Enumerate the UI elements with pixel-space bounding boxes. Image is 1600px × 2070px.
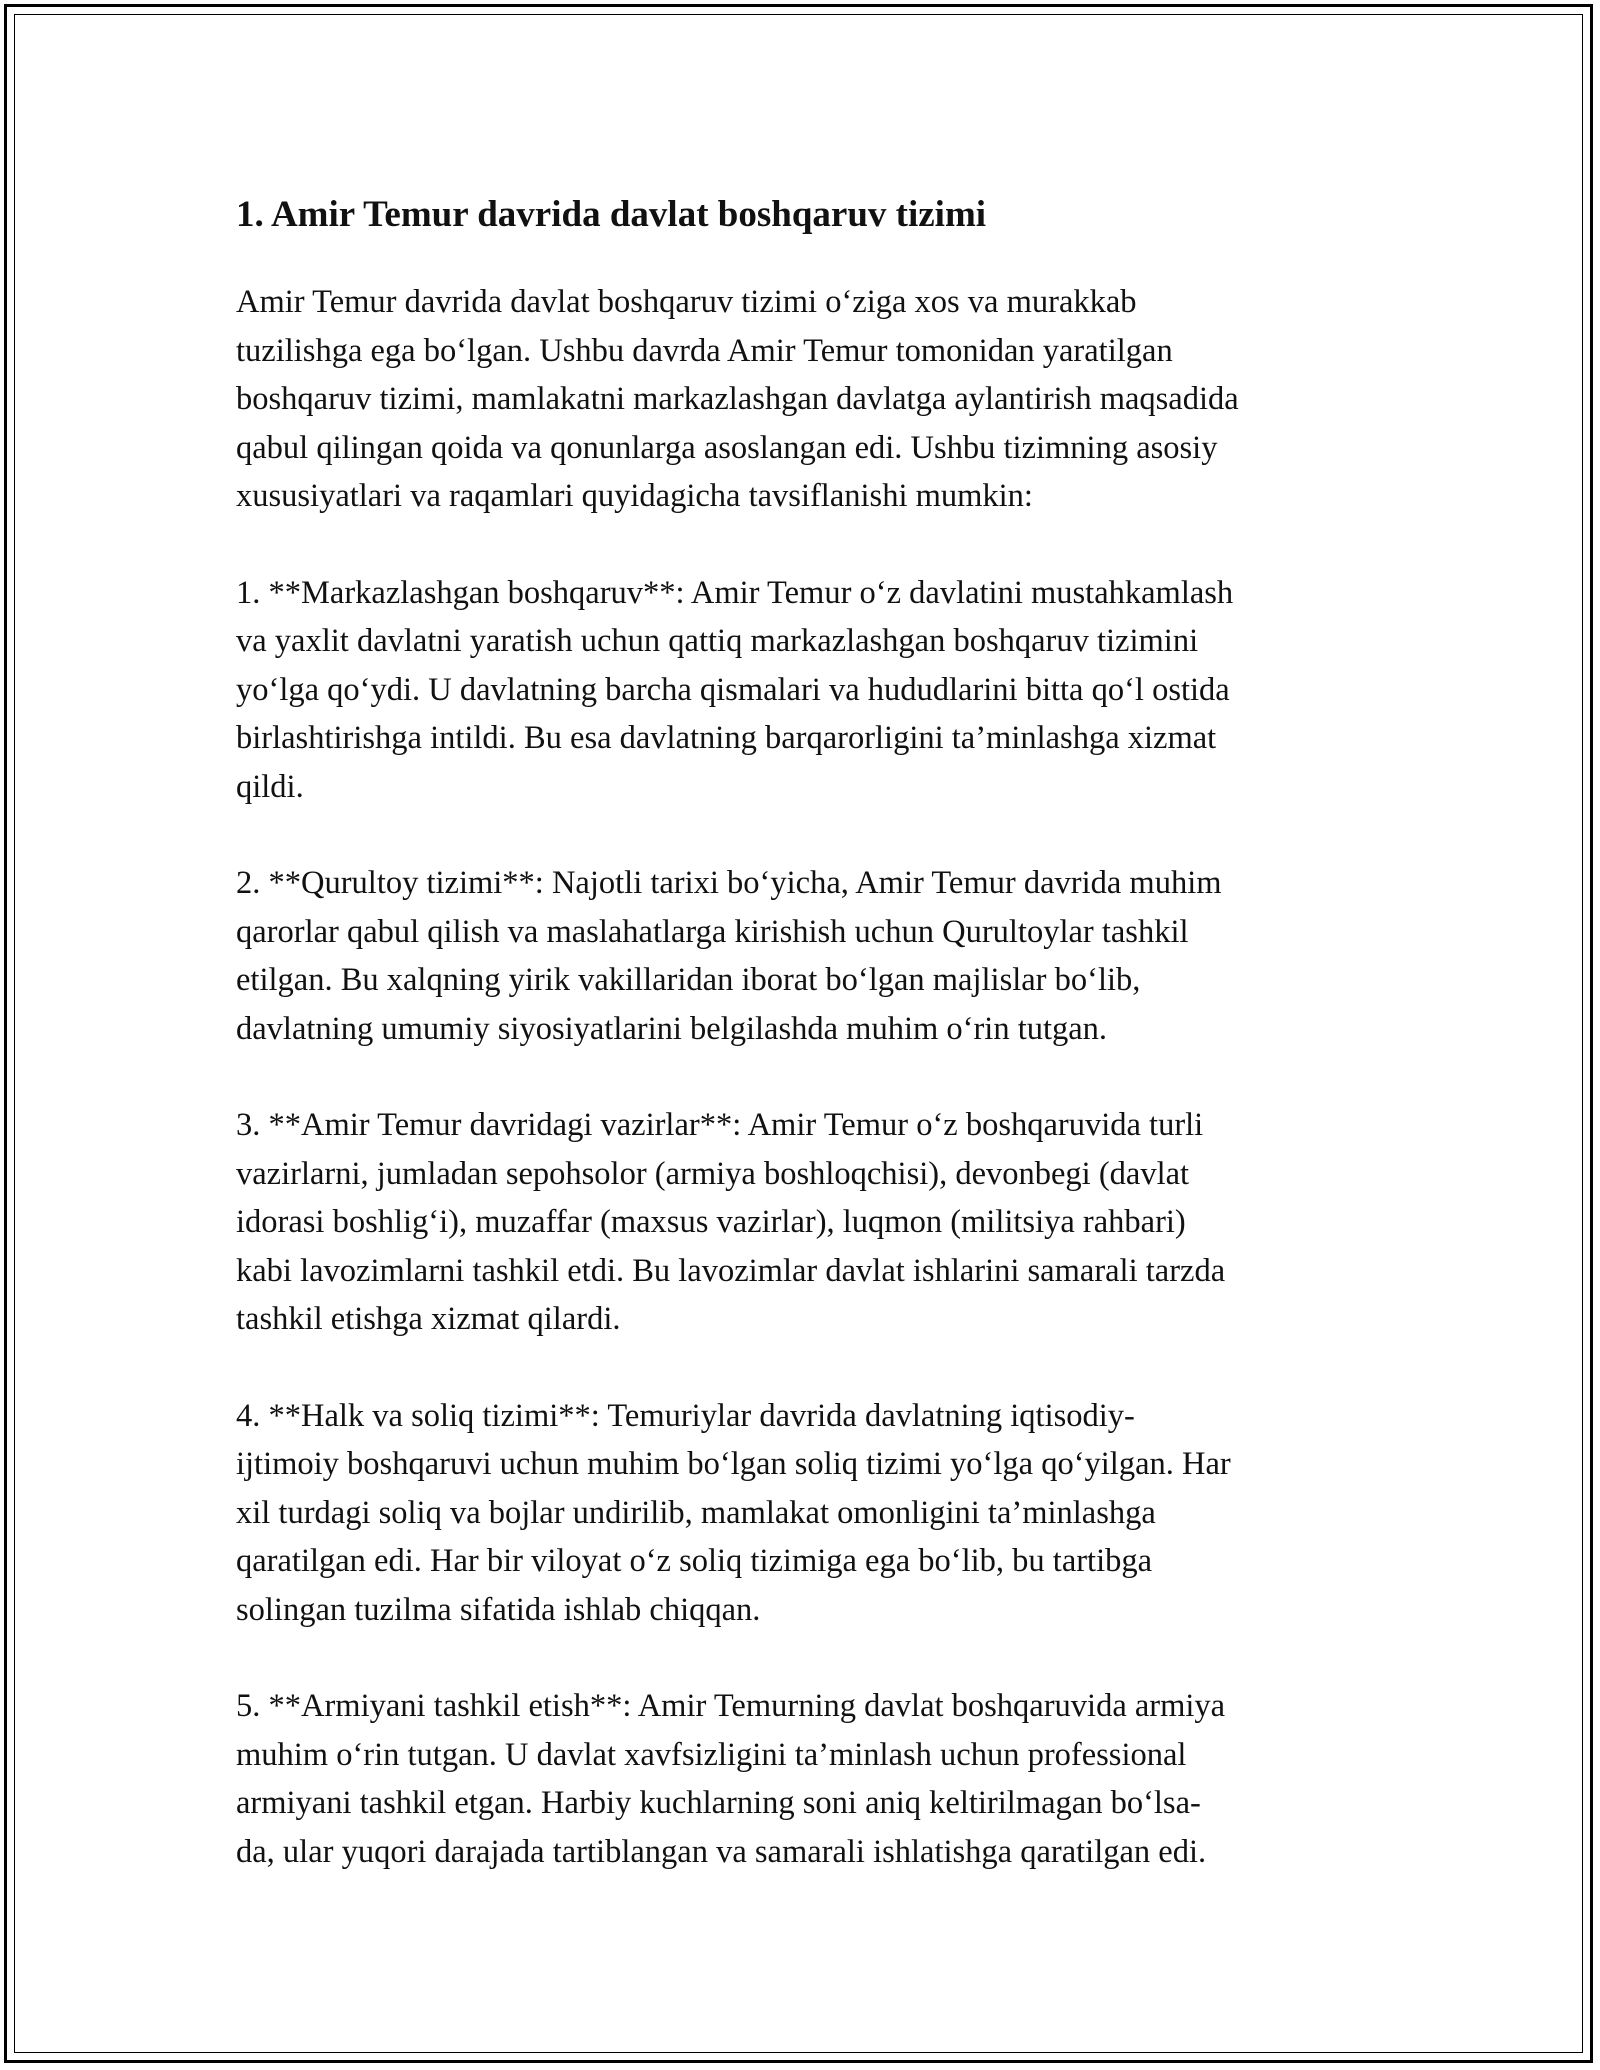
text-line: Amir Temur davrida davlat boshqaruv tizimi o‘ziga xos va murakkab (236, 284, 1137, 320)
text-line: kabi lavozimlarni tashkil etdi. Bu lavozimlar davlat ishlarini samarali tarzda (236, 1252, 1226, 1289)
text-line: yo‘lga qo‘ydi. U davlatning barcha qismalari va hududlarini bitta qo‘l ostida (236, 671, 1230, 708)
text-line: tuzilishga ega bo‘lgan. Ushbu davrda Amir Temur tomonidan yaratilgan (236, 332, 1173, 369)
text-line: qaratilgan edi. Har bir viloyat o‘z soliq tizimiga ega bo‘lib, bu tartibga (236, 1543, 1153, 1579)
text-line: qildi. (236, 768, 304, 805)
list-paragraph-4 (236, 1392, 1376, 1635)
document-body (236, 182, 1376, 1876)
text-line: ijtimoiy boshqaruvi uchun muhim bo‘lgan soliq tizimi yo‘lga qo‘yilgan. Har (236, 1446, 1231, 1482)
text-line: muhim o‘rin tutgan. U davlat xavfsizligini ta’minlash uchun professional (236, 1736, 1187, 1773)
list-paragraph-3 (236, 1101, 1376, 1344)
list-paragraph-5 (236, 1682, 1376, 1876)
text-line: boshqaruv tizimi, mamlakatni markazlashgan davlatga aylantirish maqsadida (236, 381, 1239, 417)
text-line: 2. **Qurultoy tizimi**: Najotli tarixi bo‘yicha, Amir Temur davrida muhim (236, 865, 1222, 901)
list-paragraph-1 (236, 569, 1376, 812)
text-line: xil turdagi soliq va bojlar undirilib, mamlakat omonligini ta’minlashga (236, 1494, 1156, 1531)
text-line: vazirlarni, jumladan sepohsolor (armiya boshloqchisi), devonbegi (davlat (236, 1155, 1190, 1192)
text-line: davlatning umumiy siyosiyatlarini belgilashda muhim o‘rin tutgan. (236, 1010, 1108, 1047)
list-paragraph-2 (236, 859, 1376, 1053)
text-line: etilgan. Bu xalqning yirik vakillaridan iborat bo‘lgan majlislar bo‘lib, (236, 962, 1141, 998)
text-line: 5. **Armiyani tashkil etish**: Amir Temurning davlat boshqaruvida armiya (236, 1688, 1226, 1724)
intro-paragraph (236, 278, 1376, 521)
text-line: idorasi boshlig‘i), muzaffar (maxsus vazirlar), luqmon (militsiya rahbari) (236, 1204, 1186, 1240)
text-line: va yaxlit davlatni yaratish uchun qattiq markazlashgan boshqaruv tizimini (236, 623, 1199, 659)
text-line: xususiyatlari va raqamlari quyidagicha tavsiflanishi mumkin: (236, 478, 1033, 514)
text-line: 1. **Markazlashgan boshqaruv**: Amir Temur o‘z davlatini mustahkamlash (236, 574, 1234, 611)
text-line: tashkil etishga xizmat qilardi. (236, 1301, 621, 1337)
text-line: birlashtirishga intildi. Bu esa davlatning barqarorligini ta’minlashga xizmat (236, 720, 1217, 756)
text-line: qarorlar qabul qilish va maslahatlarga kirishish uchun Qurultoylar tashkil (236, 913, 1189, 950)
text-line: qabul qilingan qoida va qonunlarga asoslangan edi. Ushbu tizimning asosiy (236, 429, 1218, 466)
document-title: 1. Amir Temur davrida davlat boshqaruv tizimi (236, 194, 987, 235)
text-line: da, ular yuqori darajada tartiblangan va samarali ishlatishga qaratilgan edi. (236, 1833, 1207, 1870)
text-line: 4. **Halk va soliq tizimi**: Temuriylar davrida davlatning iqtisodiy- (236, 1397, 1135, 1434)
text-line: armiyani tashkil etgan. Harbiy kuchlarning soni aniq keltirilmagan bo‘lsa- (236, 1785, 1201, 1821)
text-line: solingan tuzilma sifatida ishlab chiqqan. (236, 1591, 761, 1628)
text-line: 3. **Amir Temur davridagi vazirlar**: Amir Temur o‘z boshqaruvida turli (236, 1107, 1204, 1143)
